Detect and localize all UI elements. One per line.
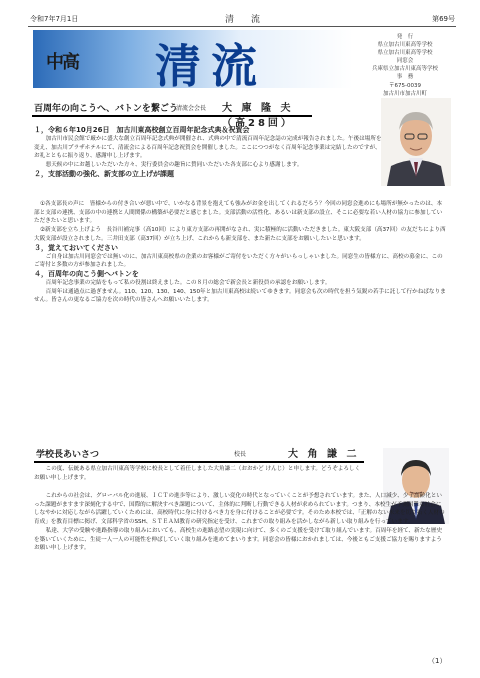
item-text: 加古川市民会館で厳かに盛大な創立百周年記念式典が開催され、式典の中で清流百周年記念誌の完成が報告されました。午後は場所を変え、加古川プラザホテルにて、清流会による百周年記念祝賀会を開催しました。ここにつつがなく百周年記念事業は完結したのですが、お礼とともに振り返り、感謝申し上げます。 xyxy=(34,136,382,160)
publisher-line: 兵庫県立加古川東高等学校 xyxy=(371,66,438,73)
publisher-line: 発 行 xyxy=(396,34,414,40)
publisher-line: 県立加古川東高等学校 xyxy=(377,42,433,49)
publisher-line: 県立加古川東高等学校 xyxy=(377,50,433,57)
publisher-line: 〒675-0039 xyxy=(389,82,421,89)
section1-body xyxy=(34,126,384,179)
author-role: 清流会会長 xyxy=(176,105,207,112)
newsletter-name: 清 流 xyxy=(225,15,265,25)
publisher-line: 同窓会 xyxy=(396,58,414,65)
item-text: 百周年は通過点に過ぎません。110、120、130、140、150年と加古川東高校は続いてゆきます。同窓会も次の時代を担う気鋭の若手に託して行かねばなりません。皆さんの更なるご協力を次の時代の皆さんへお願いいたします。 xyxy=(34,288,446,304)
author-role: 校長 xyxy=(234,451,247,458)
item-text: ご自身は加古川同窓会では無いのに、加古川東高校県の企業のお客様がご寄付をいただく方々がいらっしゃいました。同窓生の皆様方に、高校の募金に、このご寄付と多数の方が参加されました。 xyxy=(34,253,443,269)
issue-date: 令和7年7月1日 xyxy=(30,15,79,23)
section-heading xyxy=(34,447,364,463)
author-name: 大 庫 隆 夫（高28回） xyxy=(222,103,294,129)
item-heading: １，令和６年10月26日 加古川東高校創立百周年記念式典＆祝賀会 xyxy=(34,126,250,134)
section-heading xyxy=(32,101,312,129)
publisher-block xyxy=(360,33,450,106)
section1-body-wide xyxy=(34,200,446,305)
item-heading: ２，支部活動の強化、新支部の立上げが課題 xyxy=(34,169,174,178)
section2-body xyxy=(34,465,364,482)
section2-body-wide xyxy=(34,492,446,553)
chairman-portrait xyxy=(381,98,451,186)
paragraph: この度、伝統ある県立加古川東高等学校に校長として着任しました大角謙二（おおかど けんじ）と申します。どうぞよろしくお願い申し上げます。 xyxy=(34,466,361,481)
header-bar xyxy=(30,13,455,25)
item-text: ①各支部長の声に 皆様からの付き合いが悪い中で、いかなる背景を抱えても強みがお金を出してくれるだろう？今回の同窓会進めにも場所が無かったのは、本部と支部の連携、支部の中の連携と人間関係の構築が必要だと感じました。支部活動の活性化、あるいは新支部の設立、そこに必要な若い人材の協力に参加していただきたいと思います。 xyxy=(34,201,443,225)
issue-number: 第69号 xyxy=(432,15,455,23)
item-text: 悪天候の中にお越しいただいた方々、実行委員会の趣旨に賛同いただいた各支部に心より感謝します。 xyxy=(40,162,303,169)
paragraph: これからの社会は、グローバル化の進展、ＩＣＴの進歩等により、激しい変化の時代となっていくことが予想されています。また、人口減少、少子高齢化といった課題がますます深刻化する中で、国際的に解決すべき課題について、主体的に判断し行動できる人材が求められています。つまり、本校生が予測困難な社会にしなやかに対応しながら活躍していくためには、高校時代に身に付けるべき力を身に付けることが必要です。そのため本校では、「正解のない未来を切り拓く人材の育成」を教育目標に掲げ、文部科学省のSSH、ＳＴＥＡＭ教育の研究指定を受け、これまでの取り組みを活かしながら新しい取り組みを行っています。 xyxy=(34,493,445,526)
masthead-logo: 清流 xyxy=(155,39,267,93)
author-name: 大 角 謙 二 xyxy=(288,449,360,460)
school-mark: 中高 xyxy=(46,52,78,73)
page-number: （1） xyxy=(428,657,447,665)
publisher-line: 事 務 xyxy=(396,74,414,81)
item-heading: ４，百周年の向こう側へバトンを xyxy=(34,269,139,278)
publisher-line: 加古川市加古川町 xyxy=(382,90,427,97)
section-title: 学校長あいさつ xyxy=(36,450,100,460)
item-heading: ３，覚えておいてください xyxy=(34,243,118,252)
section-title: 百周年の向こうへ、バトンを繋ごう xyxy=(34,104,178,114)
paragraph: 私達、大学の受験や進路指導の取り組みにおいても、高校生の進路志望の実現に向けて、多くのご支援を受けて取り組んでいます。百周年を経て、新たな歴史を築いていくために、生徒一人一人の可能性を伸ばしていく取り組みを進めてまいります。同窓会の皆様におかれましては、今後ともご支援ご協力を賜りますようお願い申し上げます。 xyxy=(34,527,443,552)
header-rule xyxy=(28,26,456,27)
item-text: ②新支部を立ち上げよう 長谷川補完事（高10回）により東方支部の再開がなされ、実に積極的に活動いただきました。東大阪支部（高37回）の友だちにより西大阪支部が設立されました。三井田支部（高37回）が立ち上げ、これからも新支部を、また新たに支部をお願いしたいと思います。 xyxy=(34,227,446,242)
item-text: 百周年記念事業の完結をもって私の役割は終えました。この８月の総会で新会長と新役員の承認をお願いします。 xyxy=(40,279,331,286)
